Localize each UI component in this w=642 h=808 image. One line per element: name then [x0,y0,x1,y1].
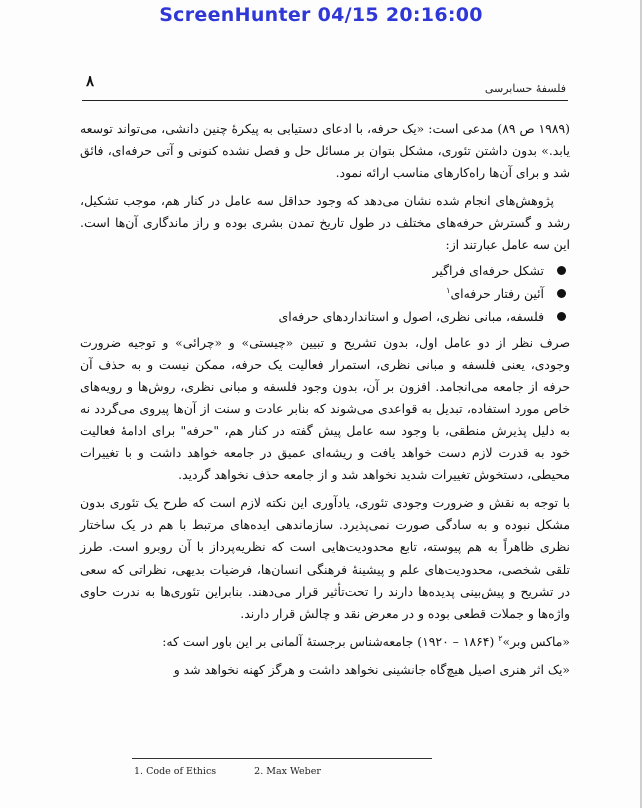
paragraph-2: پژوهش‌های انجام شده نشان می‌دهد که وجود حداقل سه عامل در کنار هم، موجب تشکیل، رشد و گسترش حرفه‌های مختلف در طول تاریخ تمدن بشری بوده و راز ماندگاری آن‌ها است. این سه عامل عبارتند از: [80,193,570,253]
weber-text: (۱۸۶۴ – ۱۹۲۰) جامعه‌شناس برجستهٔ آلمانی بر این باور است که: [162,633,499,649]
weber-name: «ماکس وبر» [502,633,570,649]
footnotes [134,766,321,777]
list-item-text: تشکل حرفه‌ای فراگیر [432,262,544,278]
page-number: ۸ [86,72,95,90]
running-header [82,74,568,101]
paragraph-1: (۱۹۸۹ ص ۸۹) مدعی است: «یک حرفه، با ادعای دستیابی به پیکرهٔ چنین دانشی، می‌تواند توسعه یابد.» بدون داشتن تئوری، مشکل بتوان بر مسائل حل و فصل نشده کنونی و آتی حرفه‌ای، فائق شد و برای آن‌ها راه‌کارهای مناسب ارائه نمود. [80,121,570,181]
book-title: فلسفهٔ حسابرسی [484,82,566,95]
footnote-2: 2. Max Weber [254,766,321,777]
paragraph-4: با توجه به نقش و ضرورت وجودی تئوری، یادآوری این نکته لازم است که طرح یک تئوری بدون مشکل نبوده و به سادگی صورت نمی‌پذیرد. سازماندهی ایده‌های مرتبط با هم در یک ساختار نظری ظاهراً به هم پیوسته، تابع محدودیت‌هایی است که نظریه‌پرداز با آن روبرو است. طرز تلقی شخصی، محدودیت‌های علم و پیشینهٔ فرهنگی انسان‌ها، فرضیات بدیهی، نظراتی که سعی در تشریح و پیش‌بینی پدیده‌ها دارند را تحت‌تأثیر قرار می‌دهند. بنابراین تئوری‌ها به ندرت حاوی واژه‌ها و جملات قطعی بوده و در معرض نقد و چالش قرار دارند. [80,495,570,621]
factors-list [80,259,570,328]
footnote-marker: ۲ [498,633,503,643]
footnote-marker: ۱ [446,285,451,295]
list-item [80,282,570,305]
paragraph-3: صرف نظر از دو عامل اول، بدون تشریح و تبیین «چیستی» و «چرائی» و توجیه ضرورت وجودی، یعنی فلسفه و مبانی نظری، استمرار فعالیت یک حرفه، ممکن نیست و به حذف آن حرفه از جامعه می‌انجامد. افزون بر آن، بدون وجود فلسفه و مبانی نظری، روش‌ها و رویه‌های خاص مورد استفاده، تبدیل به قواعدی می‌شوند که بنابر عادت و سنت از آن‌ها پیروی می‌گردد نه به دلیل پذیرش منطقی، با وجود سه عامل پیش گفته در کنار هم، "حرفه" برای ادامهٔ فعالیت خود به قدرت لازم دست خواهد یافت و ریشه‌ای عمیق در جامعه خواهد داشت و با تغییرات محیطی، دستخوش تغییرات شدید نخواهد شد و از جامعه حذف نخواهد گردید. [80,334,570,483]
body-text [80,118,570,681]
list-item [80,305,570,328]
list-item-text: آئین رفتار حرفه‌ای [450,285,544,301]
weber-quote: «یک اثر هنری اصیل هیچ‌گاه جانشینی نخواهد داشت و هرگز کهنه نخواهد شد و [173,661,570,677]
list-item [80,259,570,282]
list-item-text: فلسفه، مبانی نظری، اصول و استانداردهای حرفه‌ای [278,308,544,324]
footnote-divider [132,758,432,759]
footnote-1: 1. Code of Ethics [134,766,217,777]
screenhunter-timestamp-banner: ScreenHunter 04/15 20:16:00 [159,4,483,26]
weber-line [80,631,570,653]
